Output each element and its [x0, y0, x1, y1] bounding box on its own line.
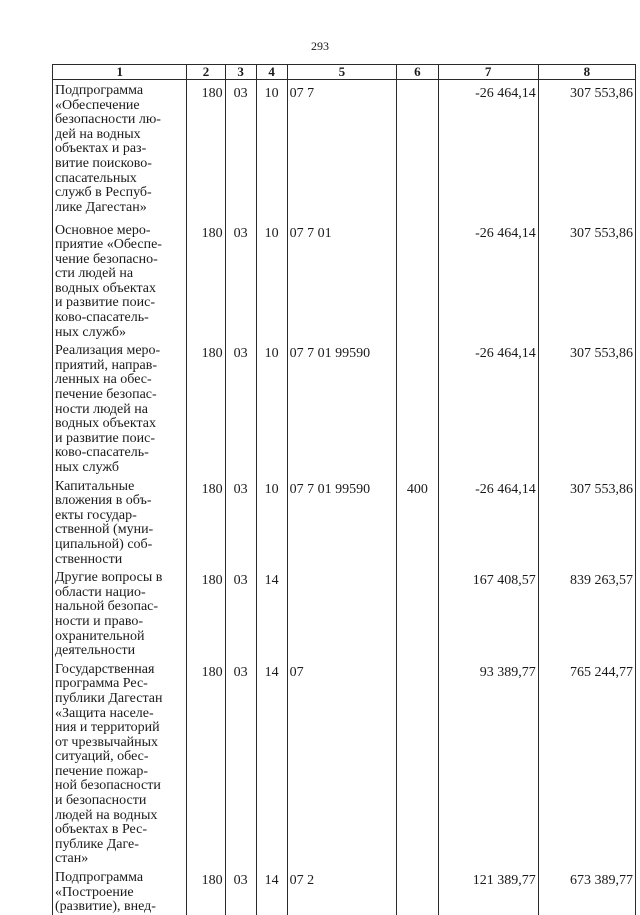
target-article-code: 07 7 01 99590	[287, 340, 397, 475]
section-code: 03	[225, 80, 256, 220]
row-name: Другие вопросы в области нацио- нальной безопас- ности и право- охранительной деятельности	[53, 567, 187, 659]
header-cell: 8	[538, 65, 635, 80]
change-amount: -26 464,14	[438, 220, 538, 341]
expense-type-code	[397, 659, 438, 867]
row-name: Реализация меро- приятий, направ- ленных на обес- печение безопас- ности людей на водных объектах и развитие поис- ково-спасатель- ных служб	[53, 340, 187, 475]
change-amount: 93 389,77	[438, 659, 538, 867]
ministry-code: 180	[187, 867, 225, 915]
page-number: 293	[311, 39, 329, 53]
section-code: 03	[225, 567, 256, 659]
total-amount: 307 553,86	[538, 476, 635, 568]
table-row	[53, 867, 636, 915]
header-cell: 1	[53, 65, 187, 80]
expense-type-code: 400	[397, 476, 438, 568]
target-article-code: 07 7 01	[287, 220, 397, 341]
target-article-code: 07 7	[287, 80, 397, 220]
target-article-code: 07 2	[287, 867, 397, 915]
ministry-code: 180	[187, 567, 225, 659]
header-cell: 3	[225, 65, 256, 80]
subsection-code: 14	[256, 659, 287, 867]
target-article-code	[287, 567, 397, 659]
budget-table	[52, 64, 636, 915]
header-cell: 2	[187, 65, 225, 80]
total-amount: 307 553,86	[538, 340, 635, 475]
ministry-code: 180	[187, 476, 225, 568]
row-name: Подпрограмма «Обеспечение безопасности лю- дей на водных объектах и раз- витие поисково- спасательных служб в Респуб- лике Дагестан»	[53, 80, 187, 220]
section-code: 03	[225, 340, 256, 475]
table-row	[53, 659, 636, 867]
subsection-code: 10	[256, 80, 287, 220]
total-amount: 673 389,77	[538, 867, 635, 915]
subsection-code: 14	[256, 867, 287, 915]
ministry-code: 180	[187, 80, 225, 220]
subsection-code: 10	[256, 340, 287, 475]
ministry-code: 180	[187, 220, 225, 341]
table-row	[53, 476, 636, 568]
table-row	[53, 220, 636, 341]
total-amount: 307 553,86	[538, 220, 635, 341]
table-row	[53, 567, 636, 659]
row-name: Подпрограмма «Построение (развитие), внед-	[53, 867, 187, 915]
ministry-code: 180	[187, 340, 225, 475]
subsection-code: 10	[256, 476, 287, 568]
expense-type-code	[397, 867, 438, 915]
total-amount: 839 263,57	[538, 567, 635, 659]
subsection-code: 10	[256, 220, 287, 341]
total-amount: 765 244,77	[538, 659, 635, 867]
header-cell: 7	[438, 65, 538, 80]
change-amount: -26 464,14	[438, 476, 538, 568]
total-amount: 307 553,86	[538, 80, 635, 220]
section-code: 03	[225, 220, 256, 341]
section-code: 03	[225, 659, 256, 867]
row-name: Государственная программа Рес- публики Дагестан «Защита населе- ния и территорий от чрезвычайных ситуаций, обес- печение пожар- ной безопасности и безопасности людей на водных объектах в Рес- публике Даге- стан»	[53, 659, 187, 867]
table-row	[53, 80, 636, 220]
target-article-code: 07 7 01 99590	[287, 476, 397, 568]
change-amount: -26 464,14	[438, 340, 538, 475]
header-row	[53, 65, 636, 80]
ministry-code: 180	[187, 659, 225, 867]
change-amount: 121 389,77	[438, 867, 538, 915]
table-row	[53, 340, 636, 475]
header-cell: 6	[397, 65, 438, 80]
header-cell: 4	[256, 65, 287, 80]
expense-type-code	[397, 80, 438, 220]
header-cell: 5	[287, 65, 397, 80]
row-name: Основное меро- приятие «Обеспе- чение безопасно- сти людей на водных объектах и развитие поис- ково-спасатель- ных служб»	[53, 220, 187, 341]
change-amount: -26 464,14	[438, 80, 538, 220]
expense-type-code	[397, 340, 438, 475]
section-code: 03	[225, 476, 256, 568]
subsection-code: 14	[256, 567, 287, 659]
expense-type-code	[397, 567, 438, 659]
expense-type-code	[397, 220, 438, 341]
section-code: 03	[225, 867, 256, 915]
change-amount: 167 408,57	[438, 567, 538, 659]
row-name: Капитальные вложения в объ- екты государ- ственной (муни- ципальной) соб- ственности	[53, 476, 187, 568]
target-article-code: 07	[287, 659, 397, 867]
